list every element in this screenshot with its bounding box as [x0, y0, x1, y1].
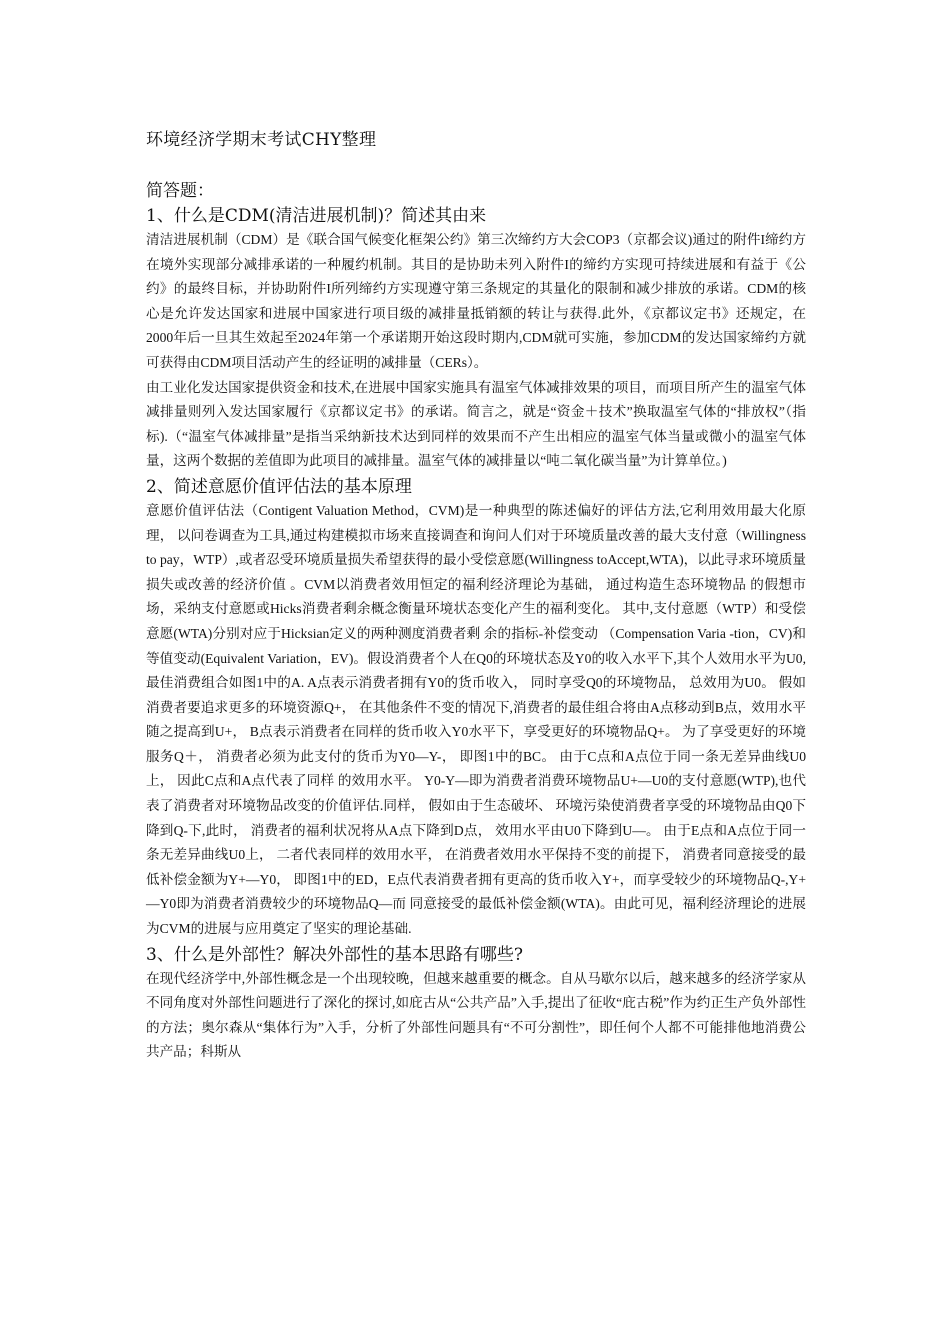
- question-heading: 3、什么是外部性？解决外部性的基本思路有哪些?: [146, 944, 523, 965]
- document-title: 环境经济学期末考试CHY整理: [146, 130, 377, 150]
- answer-paragraph: 清洁进展机制（CDM）是《联合国气候变化框架公约》第三次缔约方大会COP3（京都会议)通过的附件I缔约方在境外实现部分减排承诺的一种履约机制。其目的是协助未列入附件I的缔约方实现可持续进展和有益于《公约》的最终目标，并协助附件I所列缔约方实现遵守第三条规定的其量化的限制和减少排放的承诺。CDM的核心是允许发达国家和进展中国家进行项目级的减排量抵销额的转让与获得.此外，《京都议定书》还规定，在2000年后一旦其生效起至2024年第一个承诺期开始这段时期内,CDM就可实施，参加CDM的发达国家缔约方就可获得由CDM项目活动产生的经证明的减排量（CERs）。: [146, 232, 806, 370]
- answer-paragraph: 由工业化发达国家提供资金和技术,在进展中国家实施具有温室气体减排效果的项目，而项目所产生的温室气体减排量则列入发达国家履行《京都议定书》的承诺。简言之，就是“资金＋技术”换取温室气体的“排放权”（指标).（“温室气体减排量”是指当采纳新技术达到同样的效果而不产生出相应的温室气体当量或微小的温室气体量，这两个数据的差值即为此项目的减排量。温室气体的减排量以“吨二氧化碳当量”为计算单位。): [146, 379, 806, 469]
- question-heading: 2、简述意愿价值评估法的基本原理: [146, 476, 412, 497]
- question-block: [146, 476, 806, 942]
- answer-paragraph: 在现代经济学中,外部性概念是一个出现较晚，但越来越重要的概念。自从马歇尔以后，越来越多的经济学家从不同角度对外部性问题进行了深化的探讨,如庇古从“公共产品”入手,提出了征收“庇古税”作为约正生产负外部性的方法；奥尔森从“集体行为”入手，分析了外部性问题具有“不可分割性”，即任何个人都不可能排他地消费公共产品；科斯从: [146, 970, 806, 1060]
- section-label: 简答题：: [146, 181, 214, 201]
- document-body: [146, 128, 806, 1065]
- answer-paragraph: 意愿价值评估法（Contigent Valuation Method，CVM)是一种典型的陈述偏好的评估方法,它利用效用最大化原理， 以问卷调查为工具,通过构建模拟市场来直接调查和询问人们对于环境质量改善的最大支付意（Willingness to pay，WTP）,或者忍受环境质量损失希望获得的最小受偿意愿(Willingness toAccept,WTA)，以此寻求环境质量损失或改善的经济价值 。CVM以消费者效用恒定的福利经济理论为基础， 通过构造生态环境物品 的假想市场，采纳支付意愿或Hicks消费者剩余概念衡量环境状态变化产生的福利变化。 其中,支付意愿（WTP）和受偿意愿(WTA)分别对应于Hicksian定义的两种测度消费者剩 余的指标-补偿变动 （Compensation Varia -tion，CV)和等值变动(Equivalent Variation，EV)。假设消费者个人在Q0的环境状态及Y0的收入水平下,其个人效用水平为U0,最佳消费组合如图1中的A. A点表示消费者拥有Y0的货币收入， 同时享受Q0的环境物品， 总效用为U0。 假如消费者要追求更多的环境资源Q+， 在其他条件不变的情况下,消费者的最佳组合将由A点移动到B点，效用水平随之提高到U+， B点表示消费者在同样的货币收入Y0水平下，享受更好的环境物品Q+。 为了享受更好的环境服务Q＋， 消费者必须为此支付的货币为Y0—Y-， 即图1中的BC。 由于C点和A点位于同一条无差异曲线U0上， 因此C点和A点代表了同样 的效用水平。 Y0-Y—即为消费者消费环境物品U+—U0的支付意愿(WTP),也代表了消费者对环境物品改变的价值评估.同样， 假如由于生态破坏、 环境污染使消费者享受的环境物品由Q0下降到Q-下,此时， 消费者的福利状况将从A点下降到D点， 效用水平由U0下降到U—。 由于E点和A点位于同一条无差异曲线U0上， 二者代表同样的效用水平， 在消费者效用水平保持不变的前提下， 消费者同意接受的最低补偿金额为Y+—Y0， 即图1中的ED，E点代表消费者拥有更高的货币收入Y+，而享受较少的环境物品Q-,Y+—Y0即为消费者消费较少的环境物品Q—而 同意接受的最低补偿金额(WTA)。由此可见，福利经济理论的进展为CVM的进展与应用奠定了坚实的理论基础.: [146, 502, 806, 937]
- question-block: [146, 205, 806, 474]
- question-block: [146, 944, 806, 1065]
- question-heading: 1、什么是CDM(清洁进展机制)？简述其由来: [146, 206, 487, 226]
